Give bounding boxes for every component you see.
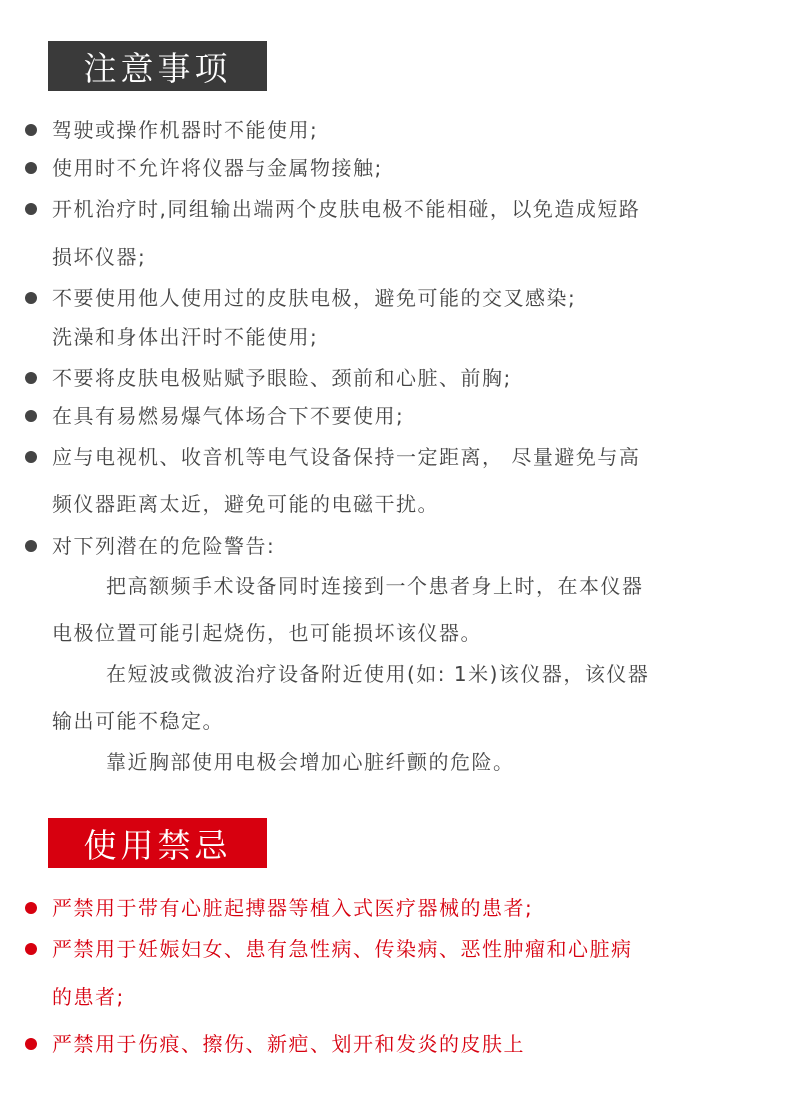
bullet-icon bbox=[25, 203, 37, 215]
notes-line-1: 驾驶或操作机器时不能使用; bbox=[52, 118, 319, 142]
notes-warning-2: 在短波或微波治疗设备附近使用(如: 1米)该仪器，该仪器 bbox=[106, 662, 650, 686]
contra-line-1: 严禁用于带有心脏起搏器等植入式医疗器械的患者; bbox=[52, 896, 534, 920]
bullet-icon bbox=[25, 1038, 37, 1050]
notes-warning-2-cont: 输出可能不稳定。 bbox=[52, 709, 224, 733]
notes-line-6: 在具有易燃易爆气体场合下不要使用; bbox=[52, 404, 405, 428]
notes-line-2: 使用时不允许将仪器与金属物接触; bbox=[52, 156, 383, 180]
contra-line-2: 严禁用于妊娠妇女、患有急性病、传染病、恶性肿瘤和心脏病 bbox=[52, 937, 633, 961]
contraindications-heading: 使用禁忌 bbox=[48, 818, 267, 868]
contra-line-3: 严禁用于伤痕、擦伤、新疤、划开和发炎的皮肤上 bbox=[52, 1032, 525, 1056]
bullet-icon bbox=[25, 902, 37, 914]
bullet-icon bbox=[25, 451, 37, 463]
bullet-icon bbox=[25, 124, 37, 136]
contra-line-2-cont: 的患者; bbox=[52, 985, 125, 1009]
notes-line-5: 不要将皮肤电极贴赋予眼睑、颈前和心脏、前胸; bbox=[52, 366, 512, 390]
notes-line-7: 应与电视机、收音机等电气设备保持一定距离， 尽量避免与高 bbox=[52, 445, 641, 469]
bullet-icon bbox=[25, 372, 37, 384]
notes-heading: 注意事项 bbox=[48, 41, 267, 91]
notes-line-3-cont: 损坏仪器; bbox=[52, 245, 147, 269]
bullet-icon bbox=[25, 162, 37, 174]
notes-line-3: 开机治疗时,同组输出端两个皮肤电极不能相碰，以免造成短路 bbox=[52, 197, 641, 221]
notes-line-4-cont: 洗澡和身体出汗时不能使用; bbox=[52, 325, 319, 349]
notes-line-7-cont: 频仪器距离太近，避免可能的电磁干扰。 bbox=[52, 492, 439, 516]
notes-warning-1: 把高额频手术设备同时连接到一个患者身上时，在本仪器 bbox=[106, 574, 644, 598]
notes-line-4: 不要使用他人使用过的皮肤电极，避免可能的交叉感染; bbox=[52, 286, 577, 310]
notes-warning-3: 靠近胸部使用电极会增加心脏纤颤的危险。 bbox=[106, 750, 515, 774]
notes-line-8: 对下列潜在的危险警告: bbox=[52, 534, 276, 558]
bullet-icon bbox=[25, 943, 37, 955]
bullet-icon bbox=[25, 540, 37, 552]
bullet-icon bbox=[25, 410, 37, 422]
notes-warning-1-cont: 电极位置可能引起烧伤，也可能损坏该仪器。 bbox=[52, 621, 482, 645]
bullet-icon bbox=[25, 292, 37, 304]
